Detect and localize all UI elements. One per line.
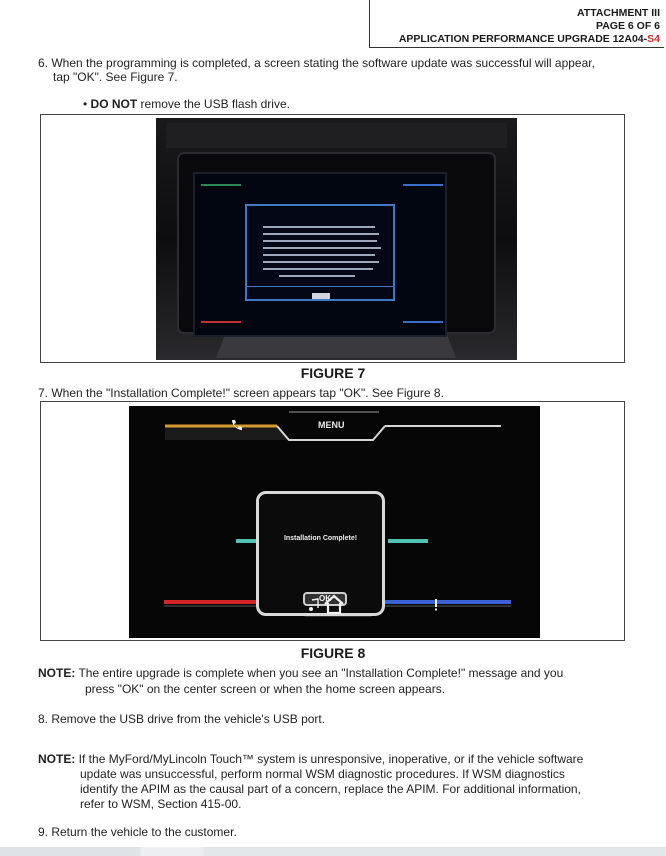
note-1-line-2: press "OK" on the center screen or when the home screen appears. [85,682,446,696]
note-1-line-1 [38,666,563,681]
bullet-bold-text: DO NOT [90,97,138,111]
step-8-text: 8. Remove the USB drive from the vehicle's USB port. [38,712,326,726]
home-icon [322,593,346,615]
bullet-do-not-remove [83,97,290,111]
header-title-prefix: APPLICATION PERFORMANCE UPGRADE 12A04- [398,33,648,45]
bullet-symbol: • [83,97,88,111]
header-title [370,33,660,46]
header-attachment: ATTACHMENT III [576,7,660,19]
bullet-rest-text: remove the USB flash drive. [137,97,290,111]
note-1-text-1: The entire upgrade is complete when you see an "Installation Complete!" message and you [75,666,564,680]
figure-7-photo [156,118,517,360]
figure-8-frame [40,401,625,641]
note-2-line-4: refer to WSM, Section 415-00. [80,797,242,811]
note-2-line-2: update was unsuccessful, perform normal WSM diagnostic procedures. If WSM diagnostics [80,767,565,781]
note-2-text-1: If the MyFord/MyLincoln Touch™ system is unresponsive, inoperative, or if the vehicle software [75,752,584,766]
note-2-line-1 [38,752,583,767]
bottom-strip [0,847,666,856]
note-2-line-3: identify the APIM as the causal part of a concern, replace the APIM. For additional information, [80,782,581,796]
figure-8-photo [129,406,540,638]
figure-7-ok-button [312,293,330,299]
header-title-suffix: S4 [647,33,660,45]
figure-8-caption: FIGURE 8 [300,645,366,661]
info-icon [432,598,440,612]
note-1-label: NOTE: [38,666,76,680]
figure-7-caption: FIGURE 7 [300,365,366,381]
step-7-text: 7. When the "Installation Complete!" screen appears tap "OK". See Figure 8. [38,386,444,400]
figure-8-menu-label: MENU [318,420,345,430]
phone-icon [229,418,243,432]
figure-7-frame [40,114,625,363]
figure-7-sync-screen [193,172,447,337]
step-9-text: 9. Return the vehicle to the customer. [38,825,237,839]
step-6-line-1: 6. When the programming is completed, a screen stating the software update was successful will appear, [38,56,595,70]
note-2-label: NOTE: [38,752,76,766]
figure-8-ok-button: OK [303,592,347,606]
attachment-header [369,0,664,48]
step-6-line-2: tap "OK". See Figure 7. [53,70,178,84]
figure-7-update-dialog [245,204,395,301]
figure-8-dialog-title: Installation Complete! [283,535,358,542]
music-note-icon [307,598,321,612]
header-page-number: PAGE 6 OF 6 [596,20,660,32]
